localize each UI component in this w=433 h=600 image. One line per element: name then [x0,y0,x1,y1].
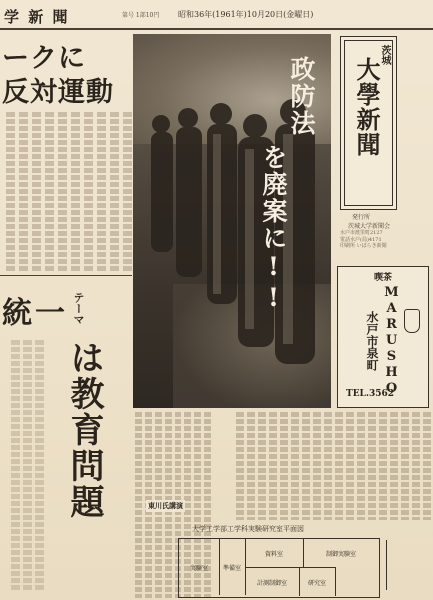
room-4: 研究室 [299,567,336,596]
advert-name: MARUSHO [384,285,399,397]
article-left-columns [0,112,132,272]
nameplate-title: 大學新聞 [352,57,381,157]
nameplate-prefix: 茨城 [379,45,390,65]
publisher-info-2: 電話水戸(局)4171 [340,236,382,243]
floorplan [176,524,431,600]
coffee-cup-icon [404,309,420,333]
advert-address: 水戸市泉町 [365,311,379,371]
headline-line-2: 反対運動 [2,77,114,108]
unity-line-2: は教育問題 [64,340,104,520]
room-3: 計測制御室 [245,567,300,596]
price-note: 第号 1部10円 [122,12,160,19]
room-5: 資料室 [245,539,304,567]
publisher-info [340,212,432,262]
advert-kissa: 喫茶 [374,273,393,283]
date-line: 昭和36年(1961年)10月20日(金曜日) [178,10,314,19]
room-1: 実験室 [179,539,220,595]
floorplan-drawing [178,538,380,598]
advert-tel: TEL.3562 [346,389,395,399]
article-right-columns [215,412,431,520]
nameplate-box [340,36,397,210]
photo-protest [133,34,331,408]
publisher-name: 茨城大学新聞会 [348,223,391,230]
publisher-info-1: 水戸市渡里町2127 [340,230,383,236]
floorplan-title: 大学工学部工学科実験研究室平面図 [192,525,304,533]
unity-theme: テーマ [72,292,85,325]
room-6: 制御実験室 [325,550,356,558]
north-arrow-icon [386,540,387,590]
room-2: 準備室 [219,539,246,595]
lecture-title: 東川氏講演 [148,501,183,510]
publisher-info-3: 印刷所 いばらき新聞 [340,243,387,249]
photo-caption-line-2: を廃案に!! [259,144,288,314]
headline-unity [0,280,132,600]
advert-marusho [337,266,429,408]
masthead-rule [0,28,433,30]
paper-name: 学 新 聞 [4,8,70,26]
unity-line-1: 統一 [2,296,68,331]
publisher-label: 発行所 [352,214,371,221]
photo-caption-line-1: 政防法 [287,56,316,137]
headline-top-left [0,32,132,110]
headline-line-1: ークに [2,43,86,74]
left-rule [0,275,132,276]
